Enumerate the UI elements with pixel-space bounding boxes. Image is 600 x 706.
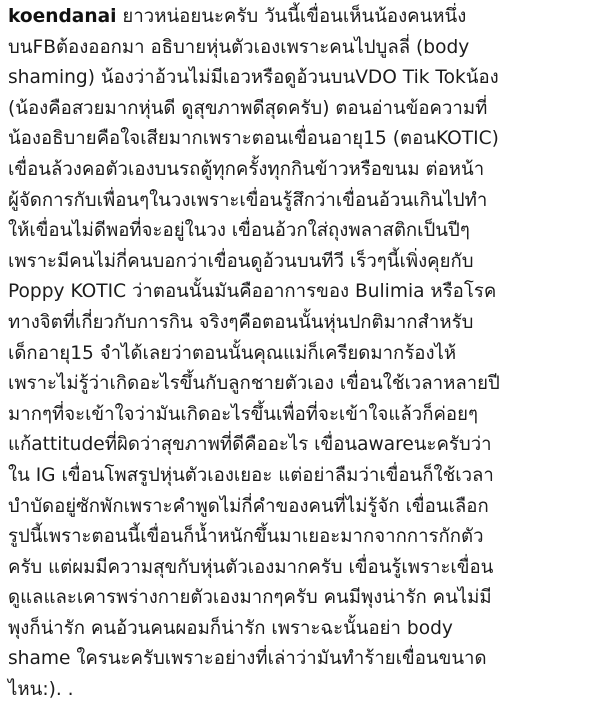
caption-line: ดูแลและเคารพร่างกายตัวเองมากๆครับ คนมีพุงน่ารัก คนไม่มี: [8, 587, 492, 609]
caption-line: shaming) น้องว่าอ้วนไม่มีเอวหรือดูอ้วนบนVDO Tik Tokน้อง: [8, 67, 499, 89]
caption-line: shame ใครนะครับเพราะอย่างที่เล่าว่ามันทำร้ายเขื่อนขนาด: [8, 648, 487, 670]
caption-line: พุงก็น่ารัก คนอ้วนคนผอมก็น่ารัก เพราะฉะนั้นอย่า body: [8, 617, 453, 639]
caption-line: เขื่อนล้วงคอตัวเองบนรถตู้ทุกครั้งทุกกินข้าวหรือขนม ต่อหน้า: [8, 158, 485, 180]
caption-line: เพราะมีคนไม่กี่คนบอกว่าเขื่อนดูอ้วนบนทีวี เร็วๆนี้เพิ่งคุยกับ: [8, 250, 474, 272]
caption-line: เพราะไม่รู้ว่าเกิดอะไรขึ้นกับลูกชายตัวเอง เขื่อนใช้เวลาหลายปี: [8, 373, 500, 395]
username-link[interactable]: koendanai: [8, 6, 117, 27]
caption-line: มากๆที่จะเข้าใจว่ามันเกิดอะไรขึ้นเพื่อที่จะเข้าใจแล้วก็ค่อยๆ: [8, 403, 478, 425]
caption-line: (น้องคือสวยมากหุ่นดี ดูสุขภาพดีสุดครับ) ตอนอ่านข้อความที่: [8, 97, 488, 119]
post-caption: [8, 2, 596, 706]
caption-line: ใน IG เขื่อนโพสรูปหุ่นตัวเองเยอะ แต่อย่าลืมว่าเขื่อนก็ใช้เวลา: [8, 464, 494, 486]
caption-line: [8, 2, 596, 33]
caption-line: Poppy KOTIC ว่าตอนนั้นมันคืออาการของ Bulimia หรือโรค: [8, 281, 497, 303]
caption-line: ทางจิตที่เกี่ยวกับการกิน จริงๆคือตอนนั้นหุ่นปกติมากสำหรับ: [8, 311, 474, 333]
caption-line: บำบัดอยู่ซักพักเพราะคำพูดไม่กี่คำของคนที่ไม่รู้จัก เขื่อนเลือก: [8, 495, 489, 517]
caption-line: ผู้จัดการกับเพื่อนๆในวงเพราะเขื่อนรู้สึกว่าเขื่อนอ้วนเกินไปทำ: [8, 189, 488, 211]
caption-line: เด็กอายุ15 จำได้เลยว่าตอนนั้นคุณแม่ก็เครียดมากร้องไห้: [8, 342, 457, 364]
caption-line: แก้attitudeที่ผิดว่าสุขภาพที่ดีคืออะไร เขื่อนawareนะครับว่า: [8, 434, 492, 456]
caption-line: รูปนี้เพราะตอนนี้เขื่อนก็น้ำหนักขึ้นมาเยอะมากจากการกักตัว: [8, 526, 484, 548]
caption-line: ให้เขื่อนไม่ดีพอที่จะอยู่ในวง เขื่อนอ้วกใส่ถุงพลาสติกเป็นปีๆ: [8, 220, 470, 242]
caption-line: ไหน:). .: [8, 679, 74, 701]
caption-line: ครับ แต่ผมมีความสุขกับหุ่นตัวเองมากครับ เขื่อนรู้เพราะเขื่อน: [8, 556, 494, 578]
caption-line: บนFBต้องออกมา อธิบายหุ่นตัวเองเพราะคนไปบูลลี่ (body: [8, 36, 470, 58]
caption-text: ยาวหน่อยนะครับ วันนี้เขื่อนเห็นน้องคนหนึ่ง: [116, 6, 467, 27]
caption-line: น้องอธิบายคือใจเสียมากเพราะตอนเขื่อนอายุ15 (ตอนKOTIC): [8, 128, 499, 150]
